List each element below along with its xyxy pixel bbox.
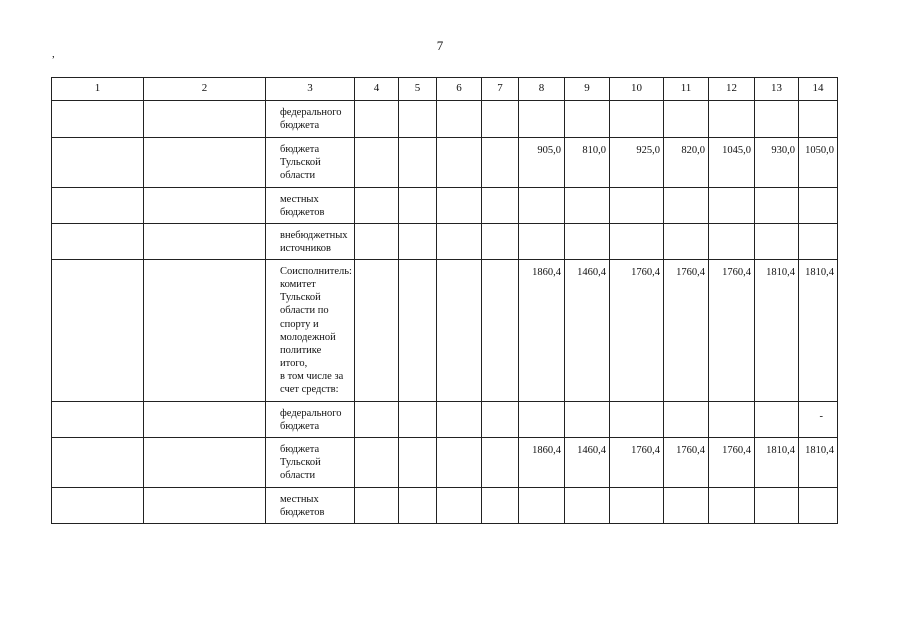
- table-cell: [399, 188, 437, 224]
- table-cell: [799, 224, 838, 260]
- table-cell: [519, 224, 565, 260]
- table-cell: [482, 224, 519, 260]
- table-cell: 1760,4: [709, 260, 755, 402]
- table-cell: [755, 188, 799, 224]
- table-cell: [755, 224, 799, 260]
- table-cell: [482, 402, 519, 438]
- table-cell: 1460,4: [565, 260, 610, 402]
- table-cell: [437, 138, 482, 188]
- table-cell: [144, 138, 266, 188]
- table-cell: [399, 224, 437, 260]
- table-cell: [437, 260, 482, 402]
- table-row: [52, 138, 838, 188]
- table-cell: [437, 402, 482, 438]
- header-row: [52, 78, 838, 101]
- table-cell: [437, 224, 482, 260]
- table-cell: [664, 101, 709, 138]
- table-cell: 1860,4: [519, 438, 565, 488]
- table-cell: [519, 402, 565, 438]
- table-cell: [355, 402, 399, 438]
- table-cell: 905,0: [519, 138, 565, 188]
- column-header: 4: [355, 78, 399, 101]
- table-cell: [482, 438, 519, 488]
- table-cell: [399, 402, 437, 438]
- table-row: [52, 101, 838, 138]
- table-cell: 810,0: [565, 138, 610, 188]
- column-header: 2: [144, 78, 266, 101]
- table-cell: [437, 488, 482, 524]
- column-header: 7: [482, 78, 519, 101]
- table-row: [52, 402, 838, 438]
- table-cell: [709, 224, 755, 260]
- table-cell: [755, 488, 799, 524]
- table-cell: [610, 188, 664, 224]
- table-cell: 1760,4: [610, 438, 664, 488]
- table-cell: [355, 260, 399, 402]
- table-cell: [755, 101, 799, 138]
- table-cell: [799, 101, 838, 138]
- table-row: [52, 188, 838, 224]
- column-header: 11: [664, 78, 709, 101]
- table-cell: [565, 402, 610, 438]
- table-cell: [565, 188, 610, 224]
- table-cell: [664, 402, 709, 438]
- table-row: [52, 438, 838, 488]
- table-cell: [565, 488, 610, 524]
- table-cell: 1760,4: [610, 260, 664, 402]
- table-cell: [399, 138, 437, 188]
- column-header: 14: [799, 78, 838, 101]
- table-cell: [565, 101, 610, 138]
- table-cell: [610, 101, 664, 138]
- table-cell: -: [799, 402, 838, 438]
- stray-mark: ,: [52, 48, 55, 60]
- row-description: Соисполнитель: комитет Тульской области по спорту и молодежной политике итого, в том числе за счет средств:: [266, 260, 355, 402]
- table-cell: [482, 260, 519, 402]
- column-header: 9: [565, 78, 610, 101]
- table-cell: 1860,4: [519, 260, 565, 402]
- table-cell: 1045,0: [709, 138, 755, 188]
- table-cell: [664, 224, 709, 260]
- budget-table: [51, 77, 838, 524]
- table-cell: [355, 138, 399, 188]
- table-cell: [52, 438, 144, 488]
- column-header: 10: [610, 78, 664, 101]
- table-cell: [610, 224, 664, 260]
- table-cell: [709, 101, 755, 138]
- row-description: бюджета Тульской области: [266, 438, 355, 488]
- table-cell: 1760,4: [664, 260, 709, 402]
- table-cell: [52, 488, 144, 524]
- table-cell: [437, 101, 482, 138]
- table-row: [52, 224, 838, 260]
- table-cell: [519, 188, 565, 224]
- table-cell: 1810,4: [755, 260, 799, 402]
- table-cell: [144, 224, 266, 260]
- page-number: 7: [436, 38, 444, 53]
- table-cell: [52, 101, 144, 138]
- row-description: внебюджетных источников: [266, 224, 355, 260]
- table-cell: [709, 488, 755, 524]
- table-cell: [519, 488, 565, 524]
- table-cell: 925,0: [610, 138, 664, 188]
- table-cell: [664, 488, 709, 524]
- table-cell: [399, 438, 437, 488]
- row-description: федерального бюджета: [266, 402, 355, 438]
- table-cell: [755, 402, 799, 438]
- table-cell: 1760,4: [709, 438, 755, 488]
- table-cell: 1760,4: [664, 438, 709, 488]
- table-cell: [709, 188, 755, 224]
- table-cell: 1810,4: [799, 438, 838, 488]
- table-cell: [52, 138, 144, 188]
- column-header: 8: [519, 78, 565, 101]
- table-cell: [52, 260, 144, 402]
- table-cell: [144, 101, 266, 138]
- table-cell: 1810,4: [755, 438, 799, 488]
- table-cell: 820,0: [664, 138, 709, 188]
- table-cell: [144, 188, 266, 224]
- table-cell: 1050,0: [799, 138, 838, 188]
- table-cell: [482, 188, 519, 224]
- table-cell: [437, 188, 482, 224]
- table-cell: 1460,4: [565, 438, 610, 488]
- table-cell: [664, 188, 709, 224]
- table-cell: 930,0: [755, 138, 799, 188]
- table-cell: 1810,4: [799, 260, 838, 402]
- table-cell: [52, 188, 144, 224]
- column-header: 13: [755, 78, 799, 101]
- table-cell: [144, 438, 266, 488]
- table-row: [52, 488, 838, 524]
- table-cell: [399, 101, 437, 138]
- column-header: 3: [266, 78, 355, 101]
- table-cell: [519, 101, 565, 138]
- table-cell: [355, 224, 399, 260]
- table-cell: [355, 101, 399, 138]
- table-row: [52, 260, 838, 402]
- table-cell: [799, 488, 838, 524]
- row-description: местных бюджетов: [266, 488, 355, 524]
- table-cell: [610, 488, 664, 524]
- table-cell: [355, 188, 399, 224]
- table-cell: [399, 488, 437, 524]
- row-description: бюджета Тульской области: [266, 138, 355, 188]
- table-cell: [144, 260, 266, 402]
- table-cell: [399, 260, 437, 402]
- table-cell: [437, 438, 482, 488]
- table-cell: [482, 138, 519, 188]
- table-cell: [355, 438, 399, 488]
- table-cell: [482, 101, 519, 138]
- column-header: 12: [709, 78, 755, 101]
- column-header: 5: [399, 78, 437, 101]
- table-cell: [709, 402, 755, 438]
- column-header: 6: [437, 78, 482, 101]
- table-cell: [482, 488, 519, 524]
- table-cell: [799, 188, 838, 224]
- table-cell: [610, 402, 664, 438]
- table-cell: [144, 402, 266, 438]
- column-header: 1: [52, 78, 144, 101]
- table-cell: [144, 488, 266, 524]
- row-description: федерального бюджета: [266, 101, 355, 138]
- row-description: местных бюджетов: [266, 188, 355, 224]
- table-cell: [52, 224, 144, 260]
- table-cell: [565, 224, 610, 260]
- table-cell: [52, 402, 144, 438]
- table-cell: [355, 488, 399, 524]
